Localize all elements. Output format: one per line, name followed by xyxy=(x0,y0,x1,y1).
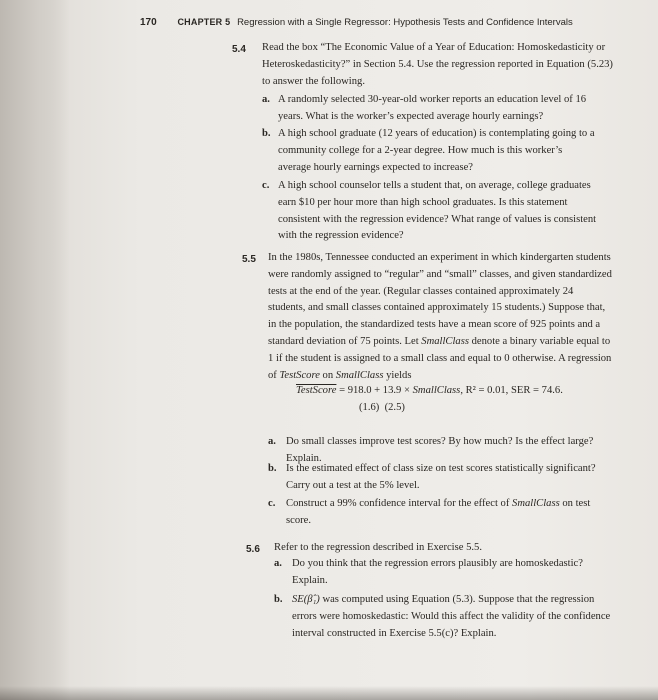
equation-lhs: TestScore xyxy=(296,385,337,396)
item-text: A high school counselor tells a student that, on average, college graduates earn $10 per hour more than high school graduates. Is this statement consistent with the regression evidence? What range of values is consistent with the regression evidence? xyxy=(278,180,597,242)
item-label: c. xyxy=(262,180,270,191)
exercise-number: 5.4 xyxy=(232,44,246,55)
standard-error-symbol: SE(β̂₁) xyxy=(292,594,320,605)
item-text xyxy=(292,592,620,642)
item-label: a. xyxy=(268,436,276,447)
page-bottom-shadow xyxy=(0,686,658,700)
regression-equation xyxy=(296,383,563,400)
item-text: Is the estimated effect of class size on test scores statistically significant? Carry out a test at the 5% level. xyxy=(286,463,596,491)
item-text: A high school graduate (12 years of education) is contemplating going to a community college for a 2-year degree. How much is this worker’s average hourly earnings expected to increase? xyxy=(278,128,595,173)
item-text: A randomly selected 30-year-old worker reports an education level of 16 years. What is the worker’s expected average hourly earnings? xyxy=(278,94,587,122)
item-label: a. xyxy=(274,558,282,569)
item-text: Do you think that the regression errors plausibly are homoskedastic? Explain. xyxy=(292,558,583,586)
equation-text: = 918.0 + 13.9 × xyxy=(336,385,413,396)
variable-smallclass: SmallClass xyxy=(335,369,384,381)
exercise-number: 5.5 xyxy=(242,254,256,265)
item-label: b. xyxy=(268,463,277,474)
exercise-prompt: Refer to the regression described in Exercise 5.5. xyxy=(274,542,482,553)
variable-smallclass: SmallClass xyxy=(421,335,469,347)
exercise-item xyxy=(268,496,608,530)
exercise-prompt xyxy=(268,250,612,384)
standard-errors: (1.6) (2.5) xyxy=(359,402,405,413)
item-label: b. xyxy=(274,594,283,605)
item-label: a. xyxy=(262,94,270,105)
exercise-item xyxy=(274,592,620,642)
item-label: c. xyxy=(268,498,276,509)
prompt-text: In the 1980s, Tennessee conducted an experiment in which kindergarten students were randomly assigned to “regular” and “small” classes, and given standardized tests at the end of the year. (Regular classes contained approximately 24 students, and small classes contained approximately 15 students.) Suppose that, in the population, the standardized tests have a mean score of 925 points and a standard deviation of 75 points. Let xyxy=(268,252,612,347)
page-number: 170 xyxy=(140,17,157,28)
exercise-prompt: Read the box “The Economic Value of a Year of Education: Homoskedasticity or Heteroskedasticity?” in Section 5.4. Use the regression reported in Equation (5.23) to answer the following. xyxy=(262,42,613,87)
item-text-part: Construct a 99% confidence interval for the effect of xyxy=(286,498,513,509)
chapter-title: Regression with a Single Regressor: Hypothesis Tests and Confidence Intervals xyxy=(237,17,573,28)
equation-variable: SmallClass xyxy=(412,385,461,396)
variable-testscore: TestScore xyxy=(279,369,320,381)
prompt-text: yields xyxy=(383,369,412,381)
chapter-label: CHAPTER 5 xyxy=(177,17,231,27)
item-text: Do small classes improve test scores? By how much? Is the effect large? Explain. xyxy=(286,436,594,464)
item-text-part: was computed using Equation (5.3). Suppose that the regression errors were homoskedastic: Would this affect the validity of the confidence interval constructed in Exercise 5.5(c)? Explain. xyxy=(292,594,611,639)
variable-smallclass: SmallClass xyxy=(512,498,560,509)
exercise-number: 5.6 xyxy=(246,544,260,555)
exercise-item xyxy=(262,126,596,176)
exercise-item xyxy=(262,92,610,126)
exercise-item xyxy=(274,556,620,590)
exercise-item xyxy=(262,178,610,245)
item-text-part: on test score. xyxy=(286,498,591,526)
item-label: b. xyxy=(262,128,271,139)
item-text xyxy=(286,496,608,530)
prompt-text: on xyxy=(319,369,336,381)
prompt-text: denote a binary variable equal to 1 if the student is assigned to a small class and equal to 0 otherwise. A regression of xyxy=(268,335,612,381)
equation-text: , R² = 0.01, SER = 74.6. xyxy=(460,385,563,396)
exercise-item xyxy=(268,461,608,495)
